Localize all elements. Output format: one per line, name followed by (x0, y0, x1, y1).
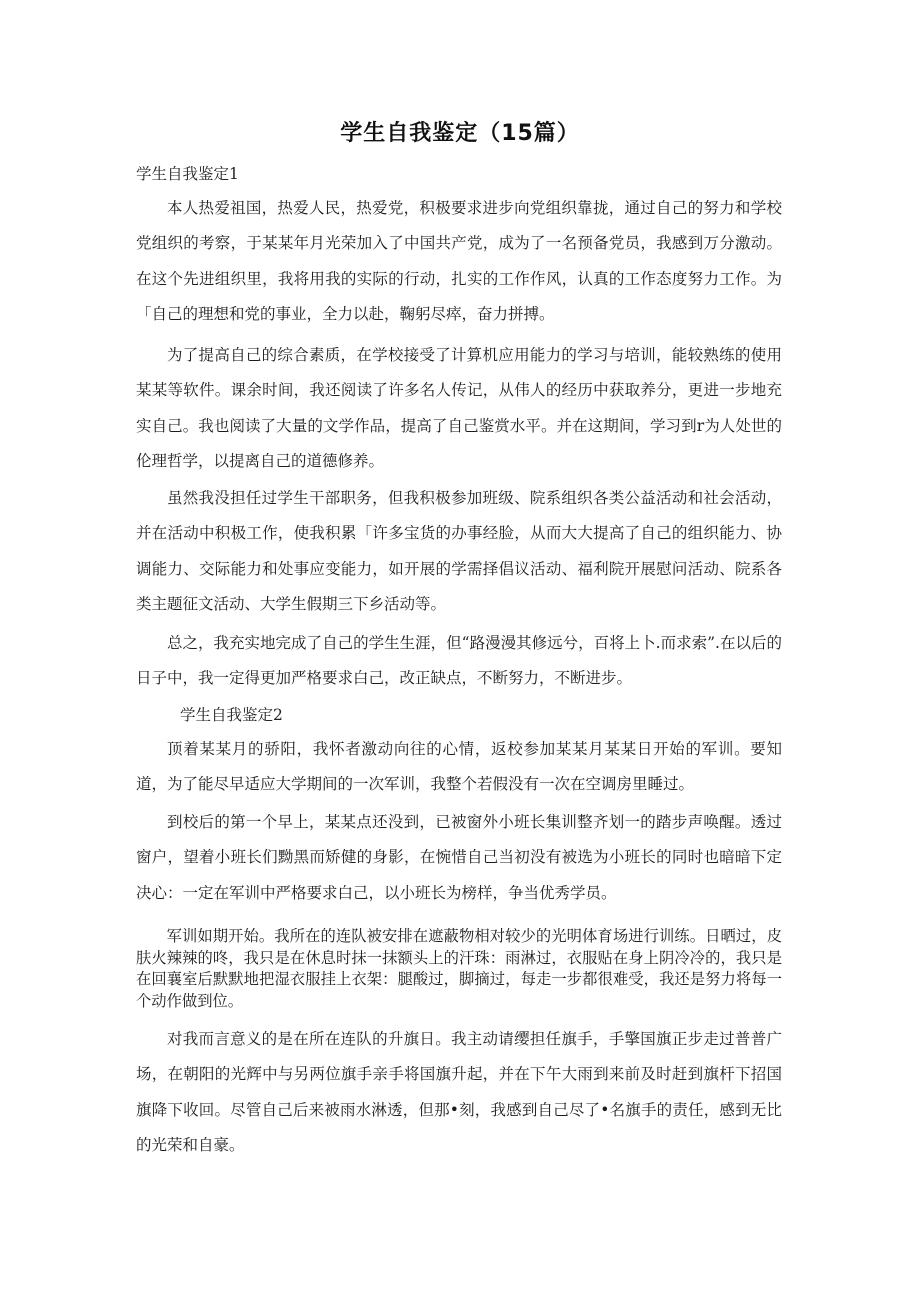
section-heading-1: 学生自我鉴定1 (136, 165, 239, 183)
paragraph-2-3: 军训如期开始。我所在的连队被安排在遮蔽物相对较少的光明体育场进行训练。日晒过，皮肤火辣辣的咚，我只是在休息时抹一抹额头上的汗珠：雨淋过，衣服贴在身上阴冷冷的，我只是在回襄室后默默地把湿衣服挂上衣架：腿酸过，脚摘过，每走一步都很难受，我还是努力将每一个动作做到位。 (136, 927, 782, 1010)
paragraph-1-3: 虽然我没担任过学生干部职务，但我积极参加班级、院系组织各类公益活动和社会活动，并在活动中积极工作，使我积累「许多宝货的办事经脸，从而大大提高了自己的组织能力、协调能力、交际能力和处事应变能力，如开展的学需择倡议活动、福利院开展慰问活动、院系各类主题征文活动、大学生假期三下乡活动等。 (136, 489, 782, 613)
paragraph-1-2: 为了提高自己的综合素质，在学校接受了计算机应用能力的学习与培训，能较熟练的使用某某等软件。课余时间，我还阅读了许多名人传记，从伟人的经历中获取养分，更进一步地充实自己。我也阅读了大量的文学作品，提高了自己鉴赏水平。并在这期间，学习到r为人处世的伦理哲学，以提离自己的道德修养。 (136, 346, 782, 470)
document-title: 学生自我鉴定（15篇） (340, 121, 580, 146)
section-heading-2: 学生自我鉴定2 (180, 706, 283, 724)
paragraph-2-4: 对我而言意义的是在所在连队的升旗日。我主动请缨担任旗手，手擎国旗正步走过普普广场，在朝阳的光辉中与另两位旗手亲手将国旗升起，并在下午大雨到来前及时赶到旗杆下招国旗降下收回。尽管自己后来被雨水淋透，但那•刻，我感到自己尽了•名旗手的责任，感到无比的光荣和自豪。 (136, 1030, 782, 1154)
paragraph-2-2: 到校后的第一个早上，某某点还没到，已被窗外小班长集训整齐划一的踏步声唤醒。透过窗户，望着小班长们黝黑而矫健的身影，在惋惜自己当初没有被选为小班长的同时也暗暗下定决心：一定在军训中严格要求白己，以小班长为榜样，争当优秀学员。 (136, 813, 782, 902)
paragraph-1-4: 总之，我充实地完成了自己的学生生涯，但“路漫漫其修远兮，百将上卜.而求索”.在以后的日子中，我一定得更加严格要求白己，改正缺点，不断努力，不断进步。 (136, 634, 782, 688)
paragraph-1-1: 本人热爱祖国，热爱人民，热爱党，积极要求进步向党组织靠拢，通过自己的努力和学校党组织的考察，于某某年月光荣加入了中国共产党，成为了一名预备党员，我感到万分激动。在这个先进组织里，我将用我的实际的行动，扎实的工作作风，认真的工作态度努力工作。为「自己的理想和党的事业，全力以赴，鞠躬尽瘁，奋力拼搏。 (136, 199, 782, 323)
paragraph-2-1: 顶着某某月的骄阳，我怀者激动向往的心情，返校参加某某月某某日开始的军训。要知道，为了能尽早适应大学期间的一次军训，我整个若假没有一次在空调房里睡过。 (136, 740, 782, 794)
